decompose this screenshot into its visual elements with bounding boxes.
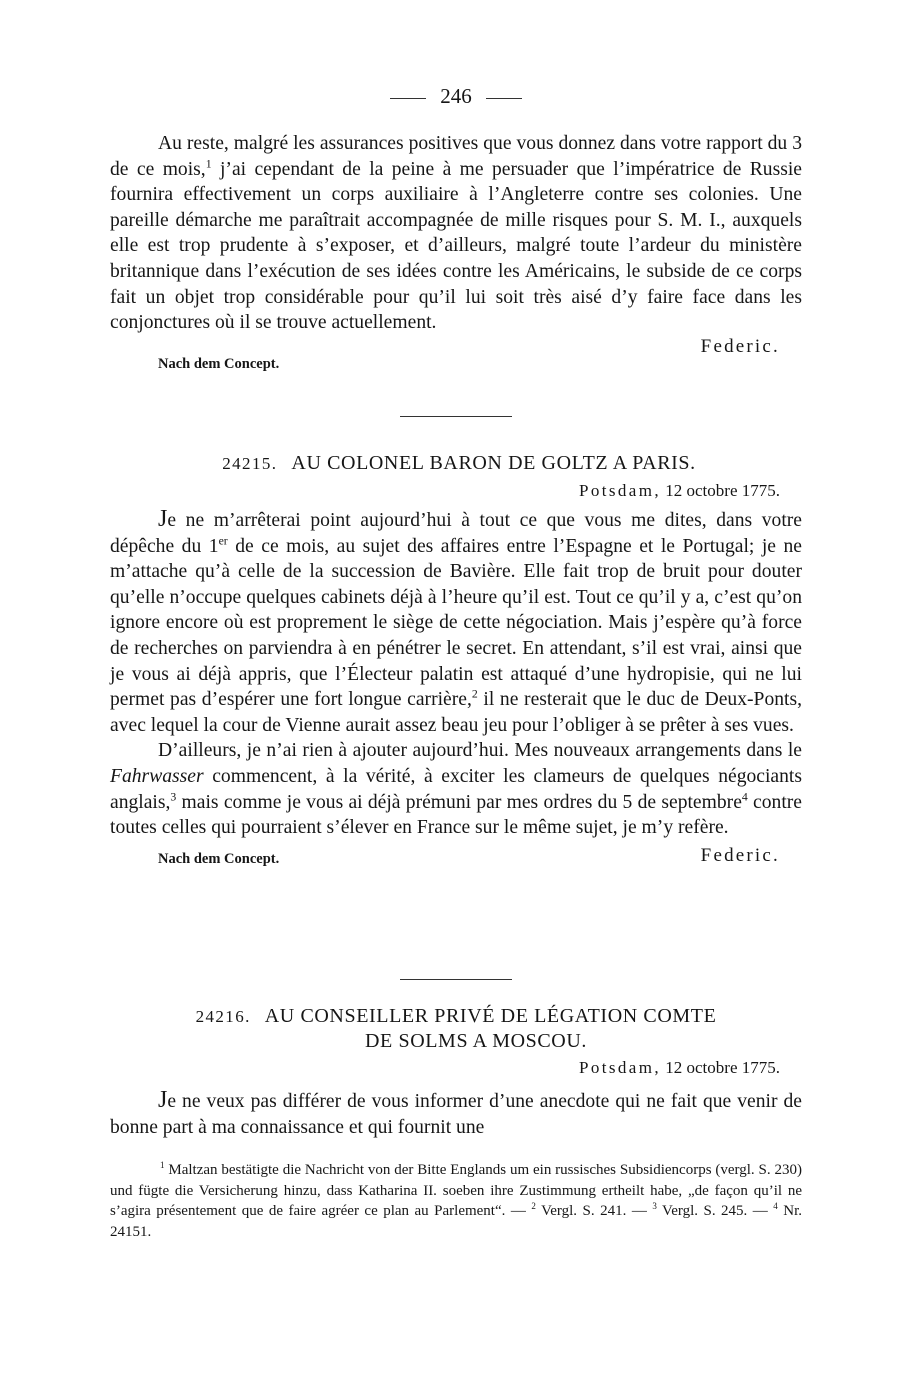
dateline-date: 12 octobre 1775. <box>665 481 780 500</box>
footnote-1: Maltzan bestätigte die Nachricht von der Bitte Englands um ein russisches Subsidiencorps (vergl. S. 230) und fügte die Versicherung hinzu, dass Katharina II. soeben ihre Zustimmung ertheilt habe, „de façon qu’il ne s’agira présentement que de faire agréer ce plan au Parlement“. — <box>110 1162 802 1220</box>
footnote-mark-3: 3 <box>652 1201 657 1212</box>
footnote-2: Vergl. S. 241. — <box>535 1203 647 1220</box>
letter-paragraph-2 <box>110 738 802 840</box>
footnote-block <box>110 1160 802 1242</box>
section-divider <box>400 979 512 980</box>
letter-24215 <box>110 452 802 865</box>
header-rule-left <box>390 98 426 99</box>
section-continuation <box>110 131 802 374</box>
source-note: Nach dem Concept. <box>158 850 280 867</box>
letter-number: 24216. <box>195 1007 251 1026</box>
footnote-ref-4: 4 <box>741 790 748 803</box>
letter-title: AU COLONEL BARON DE GOLTZ A PARIS. <box>291 452 696 474</box>
footnote-mark-2: 2 <box>531 1201 536 1212</box>
dateline <box>110 481 802 501</box>
letter-heading-line-1 <box>110 1004 802 1029</box>
footnote-ref-1: 1 <box>205 157 212 171</box>
footnote-mark-4: 4 <box>773 1201 778 1212</box>
letter-body <box>110 1088 802 1140</box>
dateline-date: 12 octobre 1775. <box>665 1058 780 1077</box>
italic-term: Fahrwasser <box>110 765 204 787</box>
dateline-place: Potsdam, <box>579 481 662 500</box>
paragraph-text: D’ailleurs, je n’ai rien à ajouter aujourd’hui. Mes nouveaux arrangements dans le <box>158 740 802 762</box>
paragraph-text: contre toutes celles qui pourraient s’élever en France sur le même sujet, je m’y refère. <box>110 791 802 839</box>
paragraph-text-cont: j’ai cependant de la peine à me persuader que l’impératrice de Russie fournira effectivement un corps auxiliaire à l’Angleterre contre ses colonies. Une pareille démarche me paraîtrait accompagnée de mille risques pour S. M. I., auxquels elle est trop prudente à s’exposer, et d’ailleurs, malgré toute l’ardeur du ministère britannique dans l’exécution de ses idées contre les Américains, le subside de ce corps fait un objet trop considérable pour qu’il lui soit très aisé d’y faire face dans les conjonctures où il se trouve actuellement. <box>110 158 802 334</box>
signature-row <box>110 843 802 865</box>
signature: Federic. <box>700 844 780 866</box>
footnote-mark-1: 1 <box>160 1160 165 1170</box>
page-header <box>110 84 802 109</box>
source-note: Nach dem Concept. <box>158 355 280 372</box>
letter-body <box>110 507 802 865</box>
footnote-3: Vergl. S. 245. — <box>656 1203 774 1220</box>
initial-letter: J <box>158 1087 168 1113</box>
paragraph-text: de ce mois, au sujet des affaires entre l’Espagne et le Portugal; je ne m’attache qu’à celle de la succession de Bavière. Elle fait trop de bruit pour douter qu’elle n’occupe quelques cabinets déjà à l’heure qu’il est. Tout ce qu’il y a, c’est qu’on ignore encore où est proprement le siège de cette négociation. Mais j’espère qu’à force de recherches on parviendra à en pénétrer le secret. En attendant, s’il est vrai, ainsi que je vous ai déjà appris, que l’Électeur palatin est attaqué d’une hydropisie, qui ne lui permet pas d’espérer une fort longue carrière, <box>110 535 802 711</box>
footnote-ref-2: 2 <box>471 687 478 701</box>
letter-heading <box>110 1004 802 1054</box>
letter-title-line-2: DE SOLMS A MOSCOU. <box>365 1030 587 1052</box>
footnote-4: Nr. 24151. <box>110 1203 802 1240</box>
signature-row <box>110 336 802 374</box>
section-divider <box>400 416 512 417</box>
letter-title-line-1: AU CONSEILLER PRIVÉ DE LÉGATION COMTE <box>264 1005 717 1027</box>
paragraph-text: commencent, à la vérité, à exciter les clameurs de quelques négociants anglais, <box>110 765 802 813</box>
paragraph-text: e ne veux pas différer de vous informer d’une anecdote qui ne fait que venir de bonne part à ma connaissance et qui fournit une <box>110 1091 802 1138</box>
paragraph-text: Au reste, malgré les assurances positives que vous donnez dans votre rapport du 3 de ce mois, <box>110 133 802 180</box>
letter-paragraph-1 <box>110 507 802 738</box>
footnotes <box>110 1160 802 1242</box>
dateline <box>110 1058 802 1078</box>
initial-letter: J <box>158 506 168 532</box>
letter-paragraph-1 <box>110 1088 802 1140</box>
signature: Federic. <box>700 335 780 357</box>
page-number: 246 <box>440 84 472 108</box>
letter-number: 24215. <box>222 454 278 473</box>
dateline-place: Potsdam, <box>579 1058 662 1077</box>
letter-heading <box>110 452 802 475</box>
continuation-paragraph <box>110 131 802 336</box>
footnote-ref-3: 3 <box>170 790 177 803</box>
paragraph-text: e ne m’arrêterai point aujourd’hui à tout ce que vous me dites, dans votre dépêche du 1 <box>110 510 802 557</box>
header-rule-right <box>486 98 522 99</box>
letter-24216 <box>110 1004 802 1140</box>
superscript-er: er <box>218 534 228 548</box>
paragraph-text: mais comme je vous ai déjà prémuni par mes ordres du 5 de septembre <box>176 791 742 813</box>
paragraph-text: il ne resterait que le duc de Deux-Ponts, avec lequel la cour de Vienne aurait assez beau jeu pour l’obliger à se prêter à ses vues. <box>110 689 802 736</box>
